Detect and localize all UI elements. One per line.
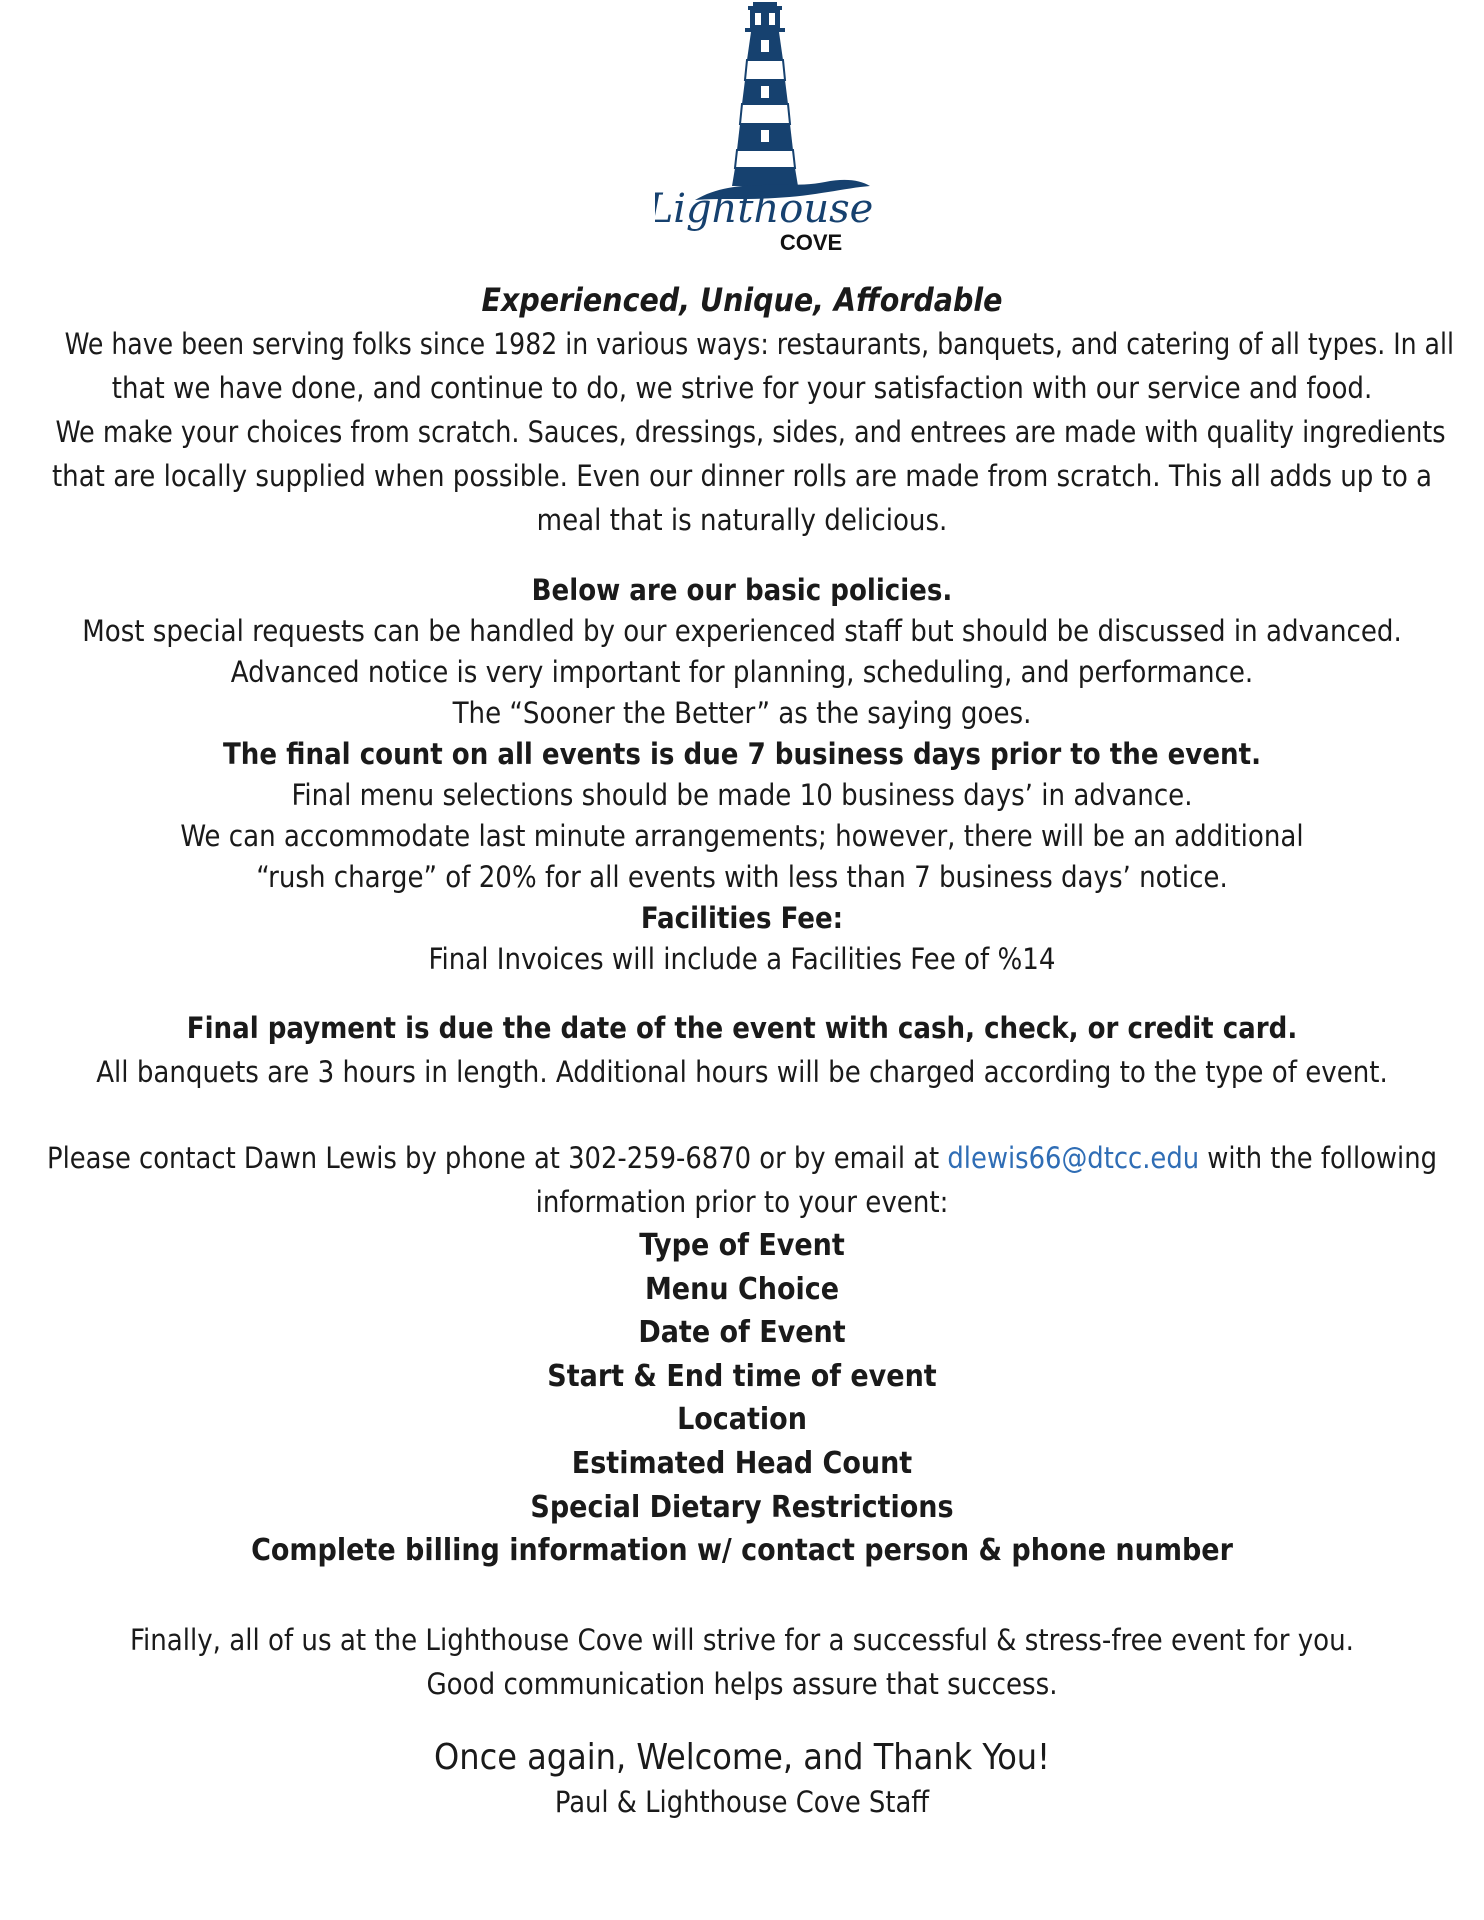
intro-line: that we have done, and continue to do, we strive for your satisfaction with our service and food. bbox=[111, 371, 1373, 405]
contact-section bbox=[40, 1136, 1444, 1224]
facilities-fee-heading: Facilities Fee: bbox=[640, 901, 844, 935]
lighthouse-icon bbox=[655, 0, 875, 250]
checklist-item: Date of Event bbox=[638, 1315, 846, 1351]
final-count-policy: The final count on all events is due 7 business days prior to the event. bbox=[223, 737, 1261, 771]
intro-line: meal that is naturally delicious. bbox=[536, 503, 948, 537]
thank-you-line: Once again, Welcome, and Thank You! bbox=[434, 1737, 1050, 1778]
email-link[interactable]: dlewis66@dtcc.edu bbox=[947, 1141, 1200, 1175]
rush-policy-line: We can accommodate last minute arrangements; however, there will be an additional bbox=[180, 819, 1304, 853]
intro-line: We have been serving folks since 1982 in various ways: restaurants, banquets, and catering of all types. In all bbox=[64, 327, 1454, 361]
checklist-item: Start & End time of event bbox=[547, 1358, 937, 1394]
intro-line: We make your choices from scratch. Sauces, dressings, sides, and entrees are made with quality ingredients bbox=[55, 415, 1446, 449]
tagline: Experienced, Unique, Affordable bbox=[481, 281, 1003, 319]
policy-line: Advanced notice is very important for planning, scheduling, and performance. bbox=[230, 655, 1254, 689]
contact-text-after: with the following bbox=[1199, 1141, 1438, 1175]
intro-paragraph bbox=[40, 322, 1454, 542]
contact-line-2: information prior to your event: bbox=[535, 1185, 949, 1219]
closing-line: Finally, all of us at the Lighthouse Cove will strive for a successful & stress-free event for you. bbox=[130, 1623, 1354, 1657]
policies-heading: Below are our basic policies. bbox=[531, 573, 953, 607]
checklist-item: Location bbox=[677, 1402, 807, 1438]
closing-line: Good communication helps assure that success. bbox=[426, 1667, 1058, 1701]
intro-line: that are locally supplied when possible. Even our dinner rolls are made from scratch. This all adds up to a bbox=[51, 459, 1433, 493]
checklist-item: Estimated Head Count bbox=[571, 1445, 913, 1481]
policy-line: The “Sooner the Better” as the saying goes. bbox=[452, 696, 1032, 730]
checklist-item: Type of Event bbox=[639, 1228, 845, 1263]
logo-script-text: Lighthouse bbox=[655, 186, 874, 232]
banquet-length-text: All banquets are 3 hours in length. Additional hours will be charged according to the type of event. bbox=[96, 1055, 1388, 1089]
facilities-fee-text: Final Invoices will include a Facilities Fee of %14 bbox=[428, 942, 1056, 976]
logo-sub-text: COVE bbox=[779, 230, 843, 250]
event-info-checklist bbox=[40, 1224, 1444, 1573]
contact-line bbox=[47, 1136, 1437, 1180]
policy-line: Most special requests can be handled by our experienced staff but should be discussed in advanced. bbox=[82, 614, 1402, 648]
closing-section bbox=[40, 1618, 1444, 1706]
checklist-item: Menu Choice bbox=[644, 1271, 840, 1307]
signature: Paul & Lighthouse Cove Staff bbox=[554, 1785, 930, 1819]
policies-section bbox=[40, 570, 1444, 980]
checklist-item: Complete billing information w/ contact person & phone number bbox=[251, 1533, 1233, 1569]
contact-text-before: Please contact Dawn Lewis by phone at 302-259-6870 or by email at bbox=[47, 1141, 948, 1175]
rush-policy-line: “rush charge” of 20% for all events with less than 7 business days’ notice. bbox=[256, 860, 1228, 894]
payment-heading: Final payment is due the date of the event with cash, check, or credit card. bbox=[186, 1011, 1298, 1045]
lighthouse-cove-logo bbox=[655, 0, 875, 250]
payment-section bbox=[40, 1006, 1444, 1094]
checklist-item: Special Dietary Restrictions bbox=[530, 1489, 954, 1525]
menu-selection-policy: Final menu selections should be made 10 business days’ in advance. bbox=[291, 778, 1193, 812]
